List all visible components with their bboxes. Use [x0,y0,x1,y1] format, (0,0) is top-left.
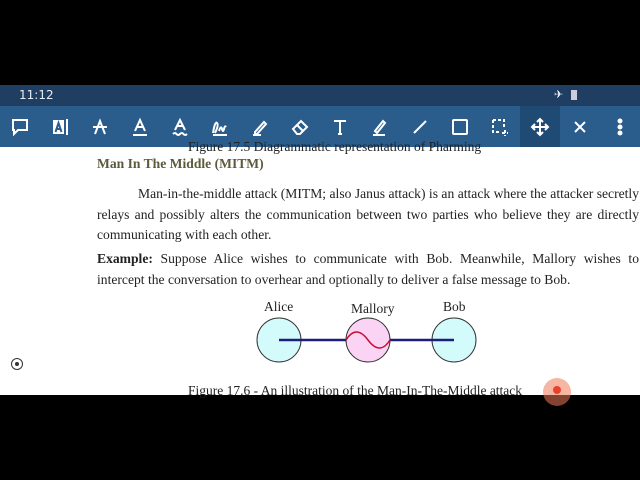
airplane-icon: ✈ [554,88,564,101]
text-icon [330,117,350,137]
rectangle-select-button[interactable] [480,106,520,147]
paragraph-example [97,249,639,290]
mitm-diagram [250,315,490,367]
text-box-icon [50,117,70,137]
document-page[interactable] [0,139,640,398]
more-vertical-icon [610,117,630,137]
comment-button[interactable] [0,106,40,147]
eraser-icon [290,117,310,137]
underline-icon [130,117,150,137]
pan-button[interactable] [520,106,560,147]
highlighter-icon [370,117,390,137]
status-bar [0,85,640,106]
touch-indicator [543,378,571,406]
section-heading: Man In The Middle (MITM) [97,156,264,171]
area-select-icon [490,117,510,137]
line-icon [410,117,430,137]
alice-label: Alice [264,299,294,314]
navigation-handle-icon[interactable] [11,358,23,370]
text-box-button[interactable] [40,106,80,147]
figure-caption: Figure 17.6 - An illustration of the Man-In-The-Middle attack [188,383,523,398]
previous-figure-caption: Figure 17.5 Diagrammatic representation of Pharming [188,139,482,154]
signature-icon [210,117,230,137]
comment-icon [10,117,30,137]
squiggly-icon [170,117,190,137]
strikethrough-button[interactable] [80,106,120,147]
example-text: Suppose Alice wishes to communicate with Bob. Meanwhile, Mallory wishes to intercept the conversation to overhear and optionally to deliver a false message to Bob. [97,251,639,287]
mallory-label: Mallory [351,301,395,316]
close-button[interactable] [560,106,600,147]
move-icon [530,117,550,137]
strikethrough-icon [90,117,110,137]
example-label: Example: [97,251,153,266]
close-icon [570,117,590,137]
battery-icon [571,90,577,100]
paragraph-definition: Man-in-the-middle attack (MITM; also Janus attack) is an attack where the attacker secretly relays and possibly alters the communication between two parties who believe they are directly communicating with each other. [97,186,639,242]
pen-icon [250,117,270,137]
bob-label: Bob [443,299,466,314]
rectangle-icon [450,117,470,137]
more-button[interactable] [600,106,640,147]
underline-button[interactable] [120,106,160,147]
clock: 11:12 [19,88,54,102]
